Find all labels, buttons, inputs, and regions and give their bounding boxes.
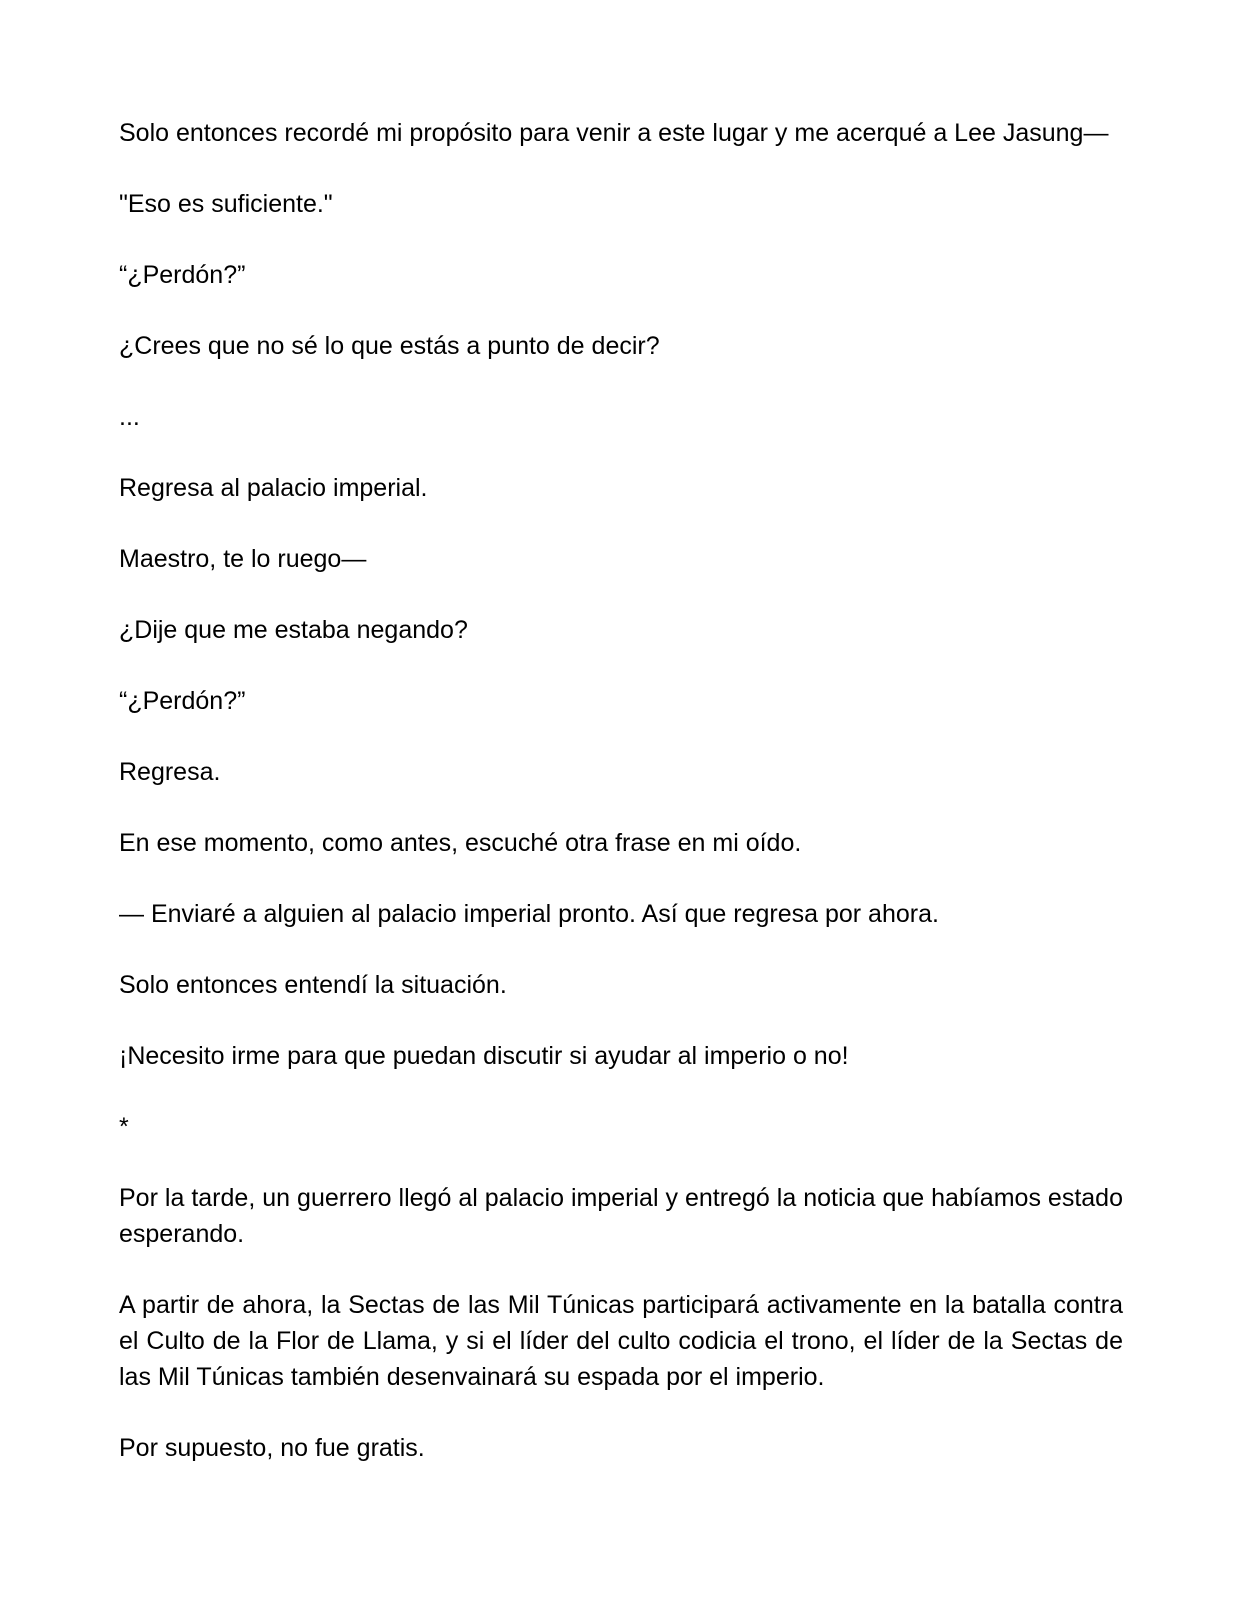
paragraph-9: “¿Perdón?”	[119, 687, 246, 715]
paragraph-16: Por la tarde, un guerrero llegó al palacio imperial y entregó la noticia que habíamos estado esperando.	[119, 1184, 1123, 1248]
scene-break: *	[119, 1113, 129, 1141]
paragraph-1: Solo entonces recordé mi propósito para venir a este lugar y me acerqué a Lee Jasung—	[119, 119, 1109, 147]
paragraph-3: “¿Perdón?”	[119, 261, 246, 289]
paragraph-5: ...	[119, 403, 140, 431]
paragraph-13: Solo entonces entendí la situación.	[119, 971, 507, 999]
paragraph-18: Por supuesto, no fue gratis.	[119, 1434, 425, 1462]
paragraph-8: ¿Dije que me estaba negando?	[119, 616, 468, 644]
paragraph-14: ¡Necesito irme para que puedan discutir si ayudar al imperio o no!	[119, 1042, 849, 1070]
paragraph-12: — Enviaré a alguien al palacio imperial pronto. Así que regresa por ahora.	[119, 900, 939, 928]
paragraph-7: Maestro, te lo ruego—	[119, 545, 367, 573]
paragraph-4: ¿Crees que no sé lo que estás a punto de decir?	[119, 332, 660, 360]
document-page	[119, 115, 1123, 1501]
paragraph-17: A partir de ahora, la Sectas de las Mil Túnicas participará activamente en la batalla contra el Culto de la Flor de Llama, y si el líder del culto codicia el trono, el líder de la Sectas de las Mil Túnicas también desenvainará su espada por el imperio.	[119, 1291, 1123, 1391]
paragraph-11: En ese momento, como antes, escuché otra frase en mi oído.	[119, 829, 802, 857]
paragraph-2: "Eso es suficiente."	[119, 190, 333, 218]
paragraph-10: Regresa.	[119, 758, 221, 786]
paragraph-6: Regresa al palacio imperial.	[119, 474, 428, 502]
